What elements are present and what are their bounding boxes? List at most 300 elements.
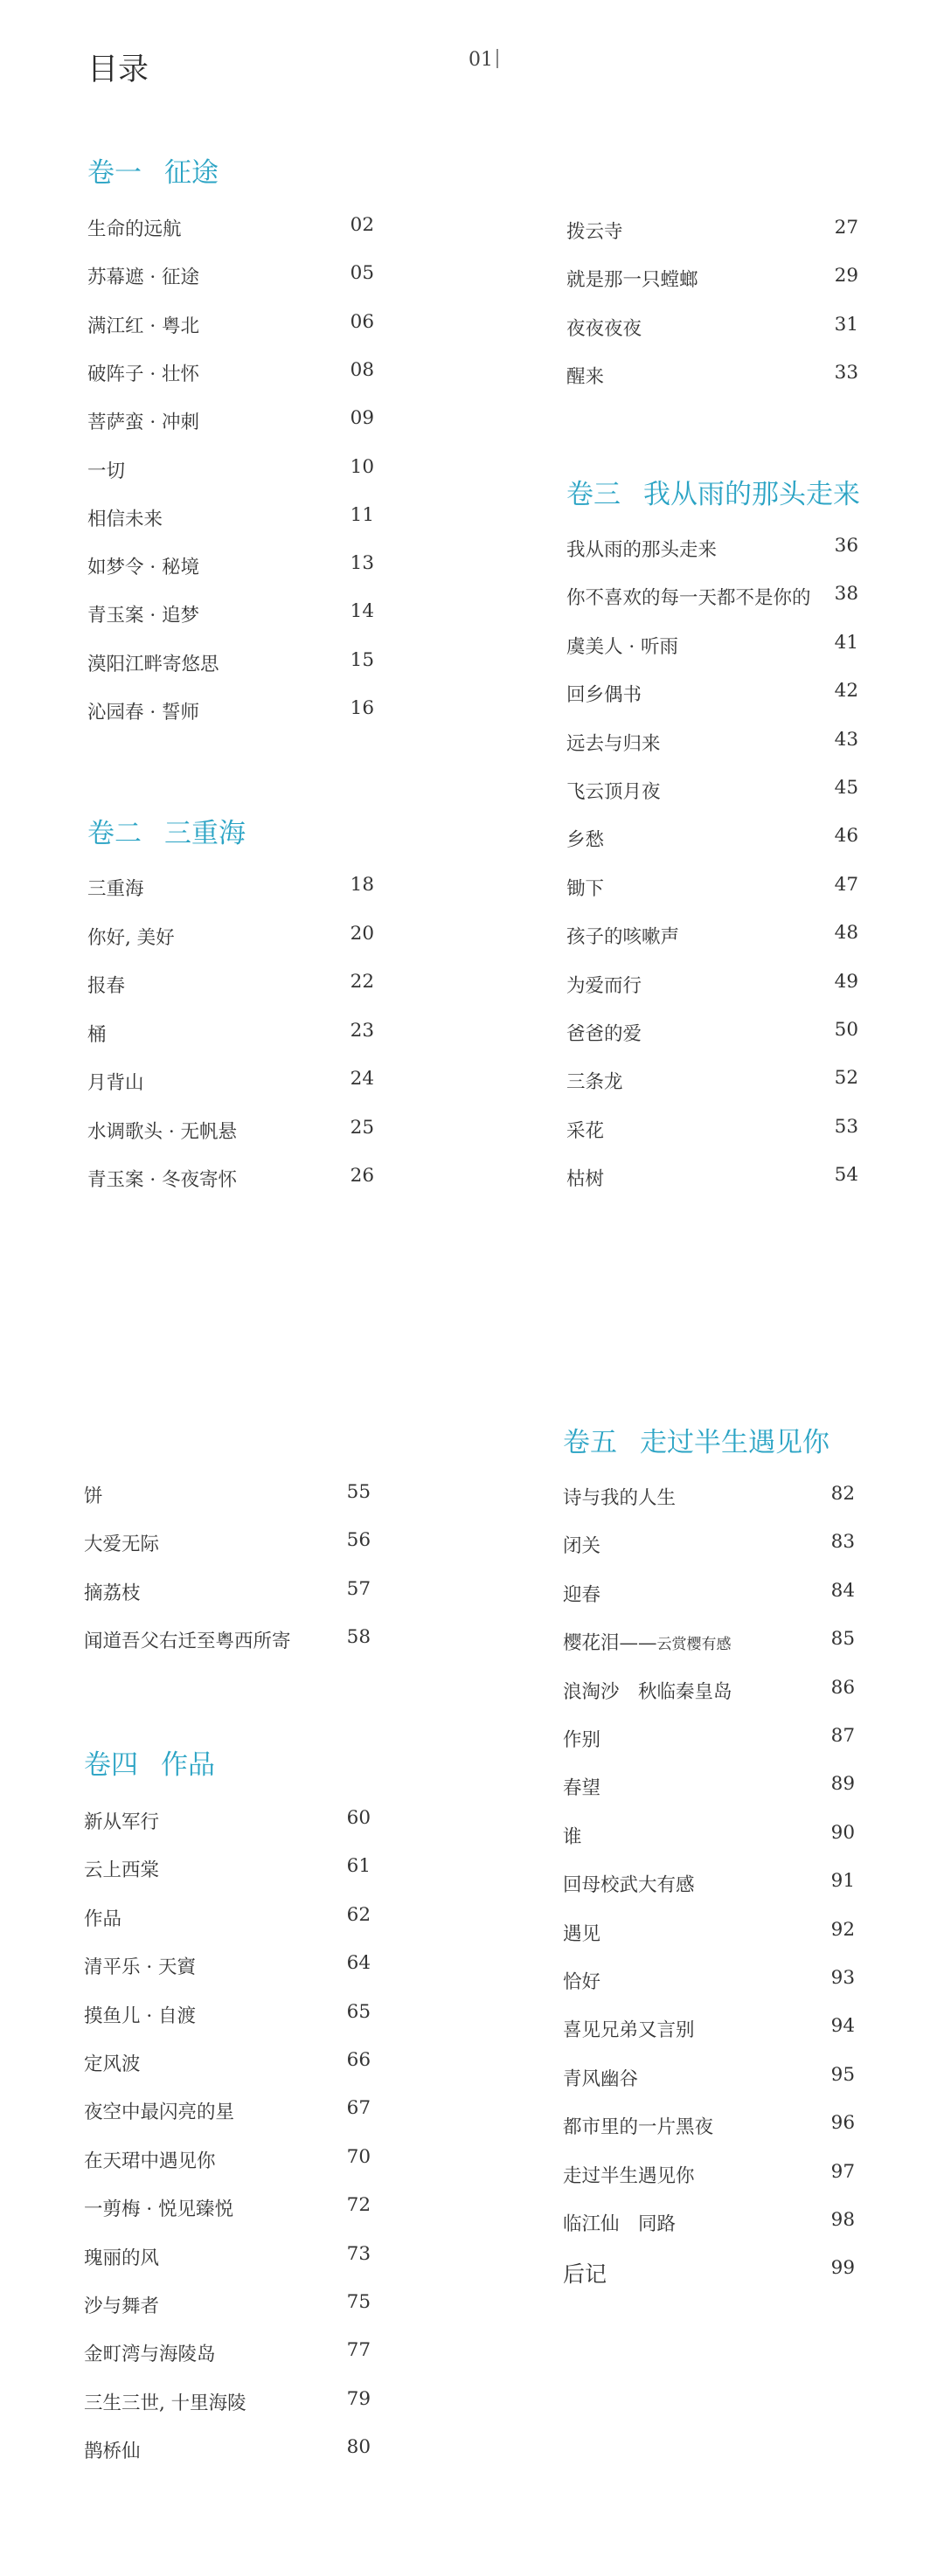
toc-entry-page: 26 bbox=[350, 1165, 374, 1187]
toc-entry-title-text: 醒来 bbox=[566, 366, 605, 388]
toc-entry-title bbox=[563, 2112, 713, 2139]
toc-entry-page: 06 bbox=[350, 311, 374, 333]
toc-entry-title bbox=[566, 874, 604, 901]
toc-entry[interactable] bbox=[566, 1019, 858, 1050]
toc-entry-title-text: 后记 bbox=[563, 2261, 607, 2287]
toc-entry[interactable] bbox=[566, 777, 858, 808]
toc-entry[interactable] bbox=[84, 2049, 371, 2081]
toc-entry-title-text: 就是那一只螳螂 bbox=[566, 269, 698, 291]
toc-entry-title bbox=[84, 2291, 159, 2318]
toc-entry-title bbox=[84, 1529, 159, 1556]
toc-entry-title-text: 喜见兄弟又言别 bbox=[563, 2019, 695, 2041]
toc-entry-title bbox=[84, 2097, 234, 2124]
toc-entry-page: 36 bbox=[834, 535, 858, 557]
toc-entry-page: 18 bbox=[350, 874, 374, 896]
toc-entry-title bbox=[563, 1822, 582, 1849]
toc-entry-title-text: 三重海 bbox=[87, 878, 144, 900]
toc-entry-title bbox=[84, 2388, 246, 2415]
toc-entry[interactable] bbox=[563, 1870, 855, 1901]
toc-entry-page: 14 bbox=[350, 600, 374, 622]
toc-entry[interactable] bbox=[84, 1626, 371, 1658]
volume-number: 卷五 bbox=[563, 1427, 617, 1458]
toc-entry-title bbox=[84, 1904, 121, 1931]
toc-entry-title-text: 一剪梅 · 悦见臻悦 bbox=[84, 2199, 234, 2220]
toc-entry-title-text: 定风波 bbox=[84, 2053, 141, 2075]
toc-entry-page: 08 bbox=[350, 359, 374, 381]
toc-entry-page: 09 bbox=[350, 407, 374, 429]
toc-entry-page: 94 bbox=[830, 2015, 855, 2037]
volume-name: 我从雨的那头走来 bbox=[643, 479, 860, 510]
toc-entry-title bbox=[563, 1677, 732, 1704]
toc-entry-title-text: 都市里的一片黑夜 bbox=[563, 2116, 714, 2138]
toc-entry-title-text: 三条龙 bbox=[566, 1071, 623, 1093]
toc-entry-title bbox=[84, 2001, 196, 2028]
toc-entry-page: 65 bbox=[346, 2001, 371, 2023]
toc-entry-title-text: 三生三世, 十里海陵 bbox=[84, 2392, 246, 2414]
toc-entry[interactable] bbox=[87, 214, 374, 246]
toc-entry-title bbox=[563, 2064, 638, 2091]
toc-entry-title-text: 饼 bbox=[84, 1485, 103, 1507]
toc-entry[interactable] bbox=[84, 1807, 371, 1839]
toc-entry[interactable] bbox=[84, 2339, 371, 2371]
toc-entry-title-text: 谁 bbox=[563, 1826, 582, 1848]
toc-entry-title-text: 新从军行 bbox=[84, 1811, 160, 1833]
toc-entry-page: 33 bbox=[834, 362, 858, 384]
toc-entry-title bbox=[563, 1580, 600, 1607]
toc-entry-title-text: 樱花泪—— bbox=[563, 1632, 657, 1654]
toc-entry-title bbox=[566, 314, 642, 341]
toc-entry-title bbox=[566, 680, 642, 707]
toc-entry-page: 85 bbox=[830, 1628, 855, 1650]
toc-entry[interactable] bbox=[84, 2001, 371, 2032]
toc-entry-page: 48 bbox=[834, 922, 858, 944]
toc-entry-page: 10 bbox=[350, 456, 374, 478]
toc-entry-page: 96 bbox=[830, 2112, 855, 2134]
toc-entry-page: 16 bbox=[350, 697, 374, 719]
toc-entry-title-text: 枯树 bbox=[566, 1168, 605, 1190]
toc-entry-page: 25 bbox=[350, 1117, 374, 1139]
toc-entry-title bbox=[566, 729, 661, 756]
toc-entry-page: 79 bbox=[346, 2388, 371, 2410]
toc-entry-page: 66 bbox=[346, 2049, 371, 2071]
toc-entry-title-text: 青玉案 · 追梦 bbox=[87, 605, 200, 627]
toc-entry-title bbox=[563, 1628, 732, 1655]
toc-entry-title-text: 摸鱼儿 · 自渡 bbox=[84, 2005, 197, 2027]
toc-entry-title-text: 一切 bbox=[87, 460, 126, 482]
page-number-divider bbox=[496, 49, 498, 68]
toc-entry-page: 90 bbox=[830, 1822, 855, 1844]
toc-entry-title-text: 如梦令 · 秘境 bbox=[87, 557, 200, 578]
toc-entry[interactable] bbox=[563, 1580, 855, 1611]
toc-entry-title bbox=[566, 825, 604, 852]
toc-entry-title-text: 你不喜欢的每一天都不是你的 bbox=[566, 587, 811, 609]
toc-entry-title bbox=[87, 456, 125, 483]
toc-entry-title bbox=[87, 407, 199, 434]
toc-entry[interactable] bbox=[84, 1952, 371, 1984]
toc-entry-title-text: 沙与舞者 bbox=[84, 2296, 160, 2317]
toc-entry-page: 95 bbox=[830, 2064, 855, 2086]
toc-entry-title bbox=[87, 1165, 237, 1192]
toc-entry-title bbox=[563, 1773, 600, 1800]
toc-entry-page: 49 bbox=[834, 971, 858, 993]
toc-entry[interactable] bbox=[566, 680, 858, 711]
toc-entry[interactable] bbox=[84, 2194, 371, 2226]
toc-entry-title bbox=[84, 1807, 159, 1834]
toc-entry[interactable] bbox=[84, 2243, 371, 2275]
toc-entry[interactable] bbox=[84, 1855, 371, 1887]
toc-entry[interactable] bbox=[563, 2209, 855, 2240]
toc-entry-title-text: 诗与我的人生 bbox=[563, 1487, 677, 1509]
toc-entry-title bbox=[87, 874, 144, 901]
toc-entry-title-text: 青风幽谷 bbox=[563, 2068, 639, 2090]
toc-entry-title bbox=[87, 697, 199, 724]
toc-entry[interactable] bbox=[563, 2015, 855, 2046]
toc-entry[interactable] bbox=[566, 922, 858, 953]
volume-number: 卷四 bbox=[84, 1749, 138, 1781]
toc-entry[interactable] bbox=[84, 1578, 371, 1610]
toc-entry-title bbox=[566, 362, 604, 389]
toc-entry-title-text: 为爱而行 bbox=[566, 975, 642, 997]
volume-heading bbox=[87, 150, 219, 190]
toc-entry[interactable] bbox=[563, 1628, 855, 1659]
toc-entry[interactable] bbox=[87, 1117, 374, 1148]
toc-entry-title bbox=[563, 1483, 676, 1510]
toc-entry-page: 56 bbox=[346, 1529, 371, 1551]
toc-entry-title-text: 水调歌头 · 无帆悬 bbox=[87, 1121, 238, 1143]
toc-entry[interactable] bbox=[563, 1773, 855, 1804]
toc-entry-title-text: 锄下 bbox=[566, 878, 605, 900]
toc-entry-title bbox=[566, 1067, 623, 1094]
toc-entry-page: 62 bbox=[346, 1904, 371, 1926]
toc-entry[interactable] bbox=[563, 2112, 855, 2143]
toc-entry[interactable] bbox=[566, 1067, 858, 1098]
volume-heading bbox=[566, 472, 860, 511]
toc-entry-page: 93 bbox=[830, 1967, 855, 1989]
toc-entry-title bbox=[84, 2243, 159, 2270]
toc-entry[interactable] bbox=[566, 217, 858, 248]
page-number-value: 01 bbox=[469, 49, 493, 71]
toc-entry[interactable] bbox=[563, 2161, 855, 2192]
toc-entry-title-text: 作品 bbox=[84, 1908, 122, 1930]
volume-number: 卷一 bbox=[87, 157, 142, 189]
toc-entry-title-text: 大爱无际 bbox=[84, 1534, 160, 1555]
toc-entry-title bbox=[87, 1020, 107, 1047]
toc-entry-title-text: 鹊桥仙 bbox=[84, 2441, 141, 2462]
toc-entry-title-text: 采花 bbox=[566, 1120, 605, 1142]
toc-entry-title bbox=[87, 311, 199, 338]
toc-entry-page: 24 bbox=[350, 1068, 374, 1090]
volume-heading bbox=[87, 811, 246, 850]
toc-entry-page: 80 bbox=[346, 2436, 371, 2458]
toc-entry-title bbox=[563, 2257, 607, 2289]
toc-entry-page: 99 bbox=[830, 2257, 855, 2279]
toc-entry-title-text: 迎春 bbox=[563, 1584, 601, 1606]
toc-entry-title-text: 拨云寺 bbox=[566, 221, 623, 243]
toc-entry-title bbox=[87, 262, 199, 289]
toc-entry-title bbox=[84, 1578, 141, 1605]
toc-entry[interactable] bbox=[563, 1725, 855, 1756]
toc-entry[interactable] bbox=[566, 314, 858, 345]
toc-entry[interactable] bbox=[87, 504, 374, 536]
toc-entry-title-text: 作别 bbox=[563, 1729, 601, 1751]
toc-entry-page: 89 bbox=[830, 1773, 855, 1795]
toc-entry-page: 38 bbox=[834, 583, 858, 605]
toc-entry-title bbox=[84, 2339, 216, 2366]
toc-entry-title-text: 菩萨蛮 · 冲刺 bbox=[87, 412, 200, 433]
toc-entry[interactable] bbox=[563, 1822, 855, 1853]
toc-entry[interactable] bbox=[566, 535, 858, 566]
toc-entry-title bbox=[84, 1952, 196, 1979]
toc-entry-title-text: 沁园春 · 誓师 bbox=[87, 702, 200, 724]
volume-name: 作品 bbox=[161, 1749, 215, 1781]
toc-entry[interactable] bbox=[87, 600, 374, 632]
toc-entry-title-text: 飞云顶月夜 bbox=[566, 781, 661, 803]
toc-entry-title-text: 金町湾与海陵岛 bbox=[84, 2344, 216, 2365]
toc-entry[interactable] bbox=[84, 2146, 371, 2178]
toc-entry-title-text: 乡愁 bbox=[566, 829, 605, 851]
volume-number: 卷二 bbox=[87, 818, 142, 849]
toc-entry-page: 53 bbox=[834, 1116, 858, 1138]
toc-entry[interactable] bbox=[563, 1919, 855, 1950]
toc-entry-page: 75 bbox=[346, 2291, 371, 2313]
toc-entry-title-text: 虞美人 · 听雨 bbox=[566, 636, 679, 658]
toc-entry-title bbox=[84, 2194, 233, 2221]
volume-name: 走过半生遇见你 bbox=[640, 1427, 829, 1458]
toc-entry-page: 50 bbox=[834, 1019, 858, 1041]
toc-entry-title bbox=[84, 2436, 141, 2463]
toc-entry-title bbox=[563, 1531, 600, 1558]
volume-heading bbox=[84, 1742, 215, 1782]
toc-entry-subtitle: 云赏樱有感 bbox=[656, 1636, 732, 1653]
toc-entry[interactable] bbox=[87, 456, 374, 488]
toc-entry-title-text: 青玉案 · 冬夜寄怀 bbox=[87, 1169, 238, 1191]
toc-entry[interactable] bbox=[87, 971, 374, 1002]
toc-entry[interactable] bbox=[84, 1904, 371, 1935]
toc-entry-title bbox=[566, 971, 642, 998]
toc-entry-page: 97 bbox=[830, 2161, 855, 2183]
toc-entry[interactable] bbox=[87, 262, 374, 294]
toc-entry-title bbox=[566, 777, 661, 804]
toc-entry[interactable] bbox=[563, 2257, 855, 2289]
toc-entry-title-text: 苏幕遮 · 征途 bbox=[87, 267, 200, 288]
toc-entry[interactable] bbox=[87, 697, 374, 729]
toc-entry-page: 15 bbox=[350, 649, 374, 671]
toc-entry-title bbox=[87, 552, 199, 579]
toc-entry-title-text: 回乡偶书 bbox=[566, 684, 642, 706]
toc-entry-title bbox=[566, 632, 678, 659]
toc-entry[interactable] bbox=[84, 1481, 371, 1513]
toc-entry-title-text: 清平乐 · 天賨 bbox=[84, 1956, 197, 1978]
toc-entry[interactable] bbox=[566, 362, 858, 393]
toc-entry-title bbox=[566, 583, 811, 610]
toc-entry-title bbox=[566, 1164, 604, 1191]
toc-entry[interactable] bbox=[87, 1165, 374, 1196]
toc-entry[interactable] bbox=[566, 265, 858, 296]
toc-entry[interactable] bbox=[566, 583, 858, 614]
toc-entry-page: 73 bbox=[346, 2243, 371, 2265]
toc-entry[interactable] bbox=[566, 632, 858, 663]
toc-entry-title bbox=[566, 265, 698, 292]
toc-entry-page: 41 bbox=[834, 632, 858, 654]
toc-entry[interactable] bbox=[84, 2436, 371, 2468]
toc-entry-title bbox=[87, 1117, 237, 1144]
toc-entry-page: 23 bbox=[350, 1020, 374, 1042]
toc-entry-title bbox=[563, 1870, 695, 1897]
toc-entry-title bbox=[84, 1855, 159, 1882]
toc-entry[interactable] bbox=[87, 407, 374, 439]
toc-entry-title-text: 浪淘沙 秋临秦皇岛 bbox=[563, 1681, 732, 1703]
toc-entry[interactable] bbox=[87, 1068, 374, 1099]
toc-entry-title-text: 摘荔枝 bbox=[84, 1582, 141, 1604]
toc-entry-title bbox=[84, 2049, 141, 2076]
toc-entry-title bbox=[87, 214, 182, 241]
toc-entry-title-text: 生命的远航 bbox=[87, 218, 182, 240]
toc-entry-title-text: 夜空中最闪亮的星 bbox=[84, 2102, 235, 2123]
toc-entry[interactable] bbox=[84, 2097, 371, 2129]
toc-entry-page: 29 bbox=[834, 265, 858, 287]
toc-entry-page: 43 bbox=[834, 729, 858, 751]
toc-entry-page: 52 bbox=[834, 1067, 858, 1089]
toc-entry-page: 20 bbox=[350, 923, 374, 945]
toc-entry-title bbox=[566, 217, 623, 244]
volume-name: 三重海 bbox=[164, 818, 246, 849]
toc-entry-title-text: 月背山 bbox=[87, 1072, 144, 1094]
toc-entry[interactable] bbox=[566, 1116, 858, 1147]
toc-entry-page: 31 bbox=[834, 314, 858, 336]
toc-entry-title-text: 破阵子 · 壮怀 bbox=[87, 364, 200, 385]
toc-entry-page: 83 bbox=[830, 1531, 855, 1553]
toc-entry-title-text: 满江红 · 粤北 bbox=[87, 315, 200, 337]
toc-entry-page: 57 bbox=[346, 1578, 371, 1600]
toc-entry[interactable] bbox=[566, 825, 858, 856]
toc-entry-title-text: 回母校武大有感 bbox=[563, 1874, 695, 1896]
toc-entry-title-text: 桶 bbox=[87, 1024, 107, 1046]
toc-entry-page: 64 bbox=[346, 1952, 371, 1974]
toc-entry-title-text: 恰好 bbox=[563, 1971, 601, 1993]
toc-entry-page: 77 bbox=[346, 2339, 371, 2361]
toc-entry-title bbox=[87, 971, 125, 998]
toc-entry-title-text: 临江仙 同路 bbox=[563, 2213, 677, 2235]
toc-entry-title-text: 春望 bbox=[563, 1777, 601, 1799]
page-title: 目录 bbox=[87, 52, 149, 87]
toc-entry-page: 87 bbox=[830, 1725, 855, 1747]
toc-entry[interactable] bbox=[84, 2291, 371, 2323]
toc-entry-page: 92 bbox=[830, 1919, 855, 1941]
toc-entry-title-text: 闭关 bbox=[563, 1535, 601, 1557]
toc-entry-title-text: 远去与归来 bbox=[566, 733, 661, 755]
toc-entry-page: 61 bbox=[346, 1855, 371, 1877]
toc-entry-title bbox=[87, 504, 163, 531]
toc-entry-title-text: 闻道吾父右迁至粤西所寄 bbox=[84, 1631, 291, 1652]
toc-entry[interactable] bbox=[563, 1531, 855, 1562]
toc-entry-title-text: 瑰丽的风 bbox=[84, 2247, 160, 2269]
toc-entry-title-text: 相信未来 bbox=[87, 509, 163, 530]
toc-entry-page: 22 bbox=[350, 971, 374, 993]
toc-entry-title bbox=[84, 1481, 103, 1508]
toc-entry-page: 67 bbox=[346, 2097, 371, 2119]
toc-entry[interactable] bbox=[87, 649, 374, 681]
toc-entry-page: 91 bbox=[830, 1870, 855, 1892]
toc-entry[interactable] bbox=[87, 874, 374, 905]
toc-entry-title bbox=[566, 535, 717, 562]
toc-entry-title bbox=[563, 2161, 695, 2188]
toc-entry-page: 05 bbox=[350, 262, 374, 284]
toc-entry-page: 72 bbox=[346, 2194, 371, 2216]
toc-entry-title bbox=[566, 1019, 642, 1046]
toc-entry[interactable] bbox=[563, 1677, 855, 1708]
toc-entry-title-text: 云上西棠 bbox=[84, 1859, 160, 1881]
toc-entry-title bbox=[566, 1116, 604, 1143]
toc-entry-title bbox=[87, 923, 175, 950]
toc-entry-title bbox=[87, 1068, 144, 1095]
toc-entry-title-text: 孩子的咳嗽声 bbox=[566, 926, 680, 948]
toc-entry-page: 45 bbox=[834, 777, 858, 799]
toc-entry[interactable] bbox=[566, 1164, 858, 1195]
toc-entry-page: 11 bbox=[350, 504, 374, 526]
toc-entry-page: 86 bbox=[830, 1677, 855, 1699]
toc-entry-page: 60 bbox=[346, 1807, 371, 1829]
volume-heading bbox=[563, 1420, 829, 1459]
toc-entry-page: 55 bbox=[346, 1481, 371, 1503]
toc-entry-title bbox=[84, 1626, 291, 1653]
toc-entry-page: 54 bbox=[834, 1164, 858, 1186]
toc-entry-page: 84 bbox=[830, 1580, 855, 1602]
toc-entry-title bbox=[566, 922, 679, 949]
toc-entry-title bbox=[87, 600, 199, 627]
toc-entry-title bbox=[563, 1967, 600, 1994]
toc-entry[interactable] bbox=[563, 1967, 855, 1998]
page-number bbox=[469, 49, 498, 71]
toc-entry-title bbox=[563, 2209, 676, 2236]
toc-entry[interactable] bbox=[84, 2388, 371, 2420]
toc-entry-page: 82 bbox=[830, 1483, 855, 1505]
toc-entry-title-text: 报春 bbox=[87, 975, 126, 997]
toc-entry-title bbox=[84, 2146, 216, 2173]
toc-entry-page: 70 bbox=[346, 2146, 371, 2168]
toc-entry[interactable] bbox=[566, 729, 858, 760]
toc-entry-title bbox=[563, 2015, 695, 2042]
toc-entry-page: 42 bbox=[834, 680, 858, 702]
volume-number: 卷三 bbox=[566, 479, 621, 510]
toc-entry[interactable] bbox=[87, 552, 374, 584]
toc-entry-title-text: 你好, 美好 bbox=[87, 927, 175, 949]
toc-entry-title-text: 我从雨的那头走来 bbox=[566, 539, 718, 561]
toc-entry[interactable] bbox=[566, 874, 858, 905]
toc-entry-page: 02 bbox=[350, 214, 374, 236]
toc-entry-page: 47 bbox=[834, 874, 858, 896]
toc-entry-title bbox=[87, 359, 199, 386]
volume-name: 征途 bbox=[164, 157, 219, 189]
toc-entry[interactable] bbox=[87, 359, 374, 391]
toc-entry[interactable] bbox=[563, 1483, 855, 1514]
toc-entry[interactable] bbox=[87, 923, 374, 954]
toc-entry-page: 13 bbox=[350, 552, 374, 574]
toc-entry[interactable] bbox=[87, 1020, 374, 1051]
toc-entry-title-text: 走过半生遇见你 bbox=[563, 2165, 695, 2187]
toc-entry[interactable] bbox=[566, 971, 858, 1002]
toc-entry[interactable] bbox=[563, 2064, 855, 2095]
toc-entry-title-text: 在天珺中遇见你 bbox=[84, 2150, 216, 2172]
toc-entry-page: 27 bbox=[834, 217, 858, 239]
toc-entry-title-text: 夜夜夜夜 bbox=[566, 318, 642, 340]
toc-entry[interactable] bbox=[84, 1529, 371, 1561]
toc-entry-title-text: 遇见 bbox=[563, 1923, 601, 1945]
toc-entry[interactable] bbox=[87, 311, 374, 343]
toc-entry-page: 58 bbox=[346, 1626, 371, 1648]
toc-entry-title bbox=[87, 649, 219, 676]
toc-entry-title bbox=[563, 1725, 600, 1752]
toc-entry-page: 98 bbox=[830, 2209, 855, 2231]
